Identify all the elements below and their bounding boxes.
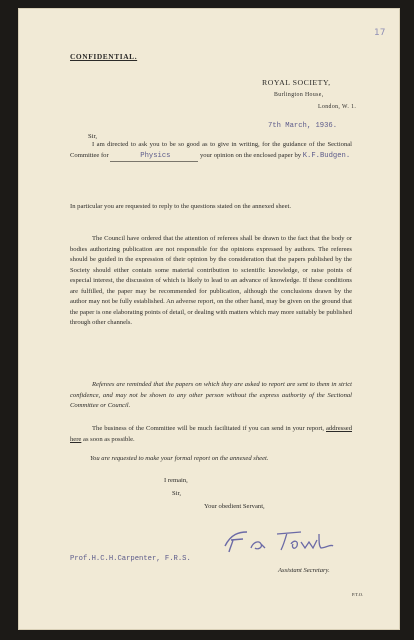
questions-paragraph: In particular you are requested to reply to the questions stated on the annexed sheet.: [70, 203, 292, 210]
address-underlined: addressed here: [70, 425, 352, 443]
closing-sir: Sir,: [172, 490, 182, 497]
business-text-1: The business of the Committee will be much facilitated if you can send in your report,: [92, 425, 325, 432]
signatory-title: Assistant Secretary.: [278, 567, 330, 574]
addressee: Prof.H.C.H.Carpenter, F.R.S.: [70, 555, 191, 563]
committee-field: [110, 151, 198, 163]
confidence-paragraph: Referees are reminded that the papers on which they are asked to report are sent to them in strict confidence, and may not be shown to any other person without the express authority of the Sectional Committee or Council.: [70, 381, 352, 409]
closing-servant: Your obedient Servant,: [204, 503, 265, 510]
corner-mark: 17: [374, 28, 386, 38]
pto-mark: P.T.O.: [352, 592, 364, 597]
confidential-heading: CONFIDENTIAL.: [70, 52, 138, 61]
closing-remain: I remain,: [164, 477, 188, 484]
request-text-2: your opinion on the enclosed paper by: [199, 151, 302, 159]
handwritten-signature: [221, 526, 336, 556]
org-street: Burlington House,: [274, 92, 324, 98]
salutation: Sir,: [88, 133, 98, 140]
council-paragraph: The Council have ordered that the attention of referees shall be drawn to the fact that the body or bodies authorizing publication are not responsible for the opinions expressed by authors. The referees should be guided in the expression of their opinion by the consideration that the papers published by the Society should either contain some material contribution to scientific knowledge, or raise points of especial interest, the discussion of which is likely to lead to an advance of knowledge. If these conditions are fulfilled, the paper may be recommended for publication, although the conclusions drawn by the author may not be fully established. An adverse report, on the other hand, may be given on the ground that the paper is one elaborating points of detail, or dealing with matters which may more suitably be published through other channels.: [70, 235, 352, 326]
request-text-1: I am directed to ask you to be so good as to give in writing, for the guidance of the Sectional Committee for: [70, 141, 352, 159]
business-paragraph: [70, 424, 352, 445]
committee-value: Physics: [140, 151, 171, 160]
annexed-sheet-note: You are requested to make your formal report on the annexed sheet.: [90, 455, 269, 462]
letter-sheet: [18, 8, 400, 630]
org-name: ROYAL SOCIETY,: [262, 78, 331, 87]
letter-date: 7th March, 1936.: [268, 122, 338, 130]
author-value: K.F.Budgen.: [302, 151, 351, 160]
org-city: London, W. 1.: [318, 104, 357, 110]
request-paragraph: [70, 140, 352, 162]
business-text-2: as soon as possible.: [83, 435, 135, 443]
